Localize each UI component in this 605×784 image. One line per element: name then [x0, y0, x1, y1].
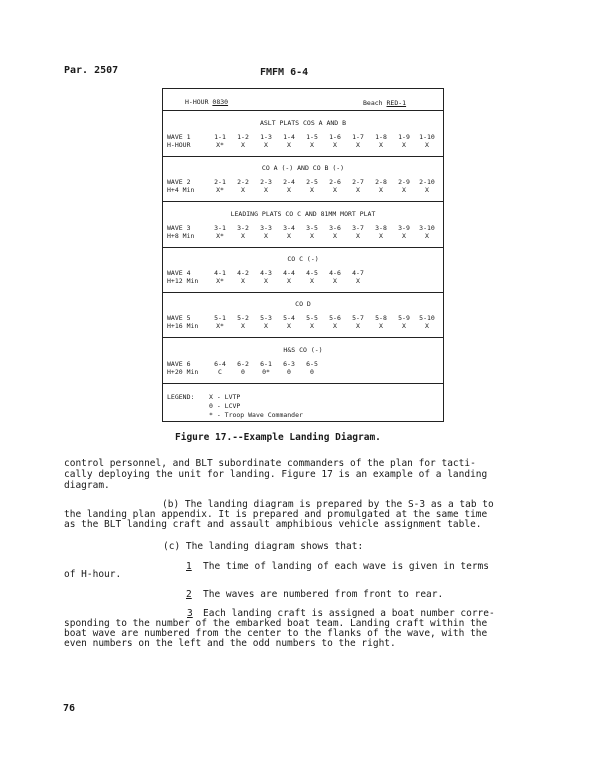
boat-number: 2-4 [283, 178, 295, 186]
boat-number: 3-8 [375, 224, 387, 232]
list-number: 1 [186, 561, 192, 572]
craft-type-mark: X [425, 186, 429, 194]
craft-type-mark: X [310, 186, 314, 194]
section-title: ASLT PLATS COS A AND B [259, 119, 347, 127]
craft-type-mark: 0 [287, 368, 291, 376]
craft-type-mark: X [402, 141, 406, 149]
legend-item-lvtp: X - LVTP [209, 393, 241, 401]
wave-time: H+16 Min [167, 322, 199, 330]
boat-number: 5-6 [329, 314, 341, 322]
craft-type-mark: X [356, 277, 360, 285]
craft-type-mark: X [287, 186, 291, 194]
boat-number: 4-7 [352, 269, 364, 277]
boat-number: 6-5 [306, 360, 318, 368]
boat-number: 1-7 [352, 133, 364, 141]
craft-type-mark: X [402, 232, 406, 240]
beach-label [363, 99, 406, 107]
boat-number: 2-8 [375, 178, 387, 186]
figure-caption: Figure 17.--Example Landing Diagram. [175, 432, 381, 443]
section-title: H&S CO (-) [283, 346, 323, 354]
beach-label-text: Beach [363, 99, 383, 107]
craft-type-mark: X [402, 186, 406, 194]
beach-value: RED-1 [386, 99, 407, 107]
boat-number: 5-2 [237, 314, 249, 322]
craft-type-mark: X [356, 186, 360, 194]
craft-type-mark: X [310, 322, 314, 330]
wave-number: WAVE 3 [167, 224, 191, 232]
craft-type-mark: X [425, 322, 429, 330]
divider [163, 292, 443, 293]
craft-type-mark: 0* [262, 368, 270, 376]
craft-type-mark: X [310, 232, 314, 240]
boat-number: 3-3 [260, 224, 272, 232]
boat-number: 2-6 [329, 178, 341, 186]
paragraph-line: (b) The landing diagram is prepared by the S-3 as a tab to [162, 499, 494, 510]
boat-number: 3-6 [329, 224, 341, 232]
divider [163, 201, 443, 202]
wave-number: WAVE 5 [167, 314, 191, 322]
craft-type-mark: X* [216, 186, 224, 194]
divider [163, 247, 443, 248]
boat-number: 4-2 [237, 269, 249, 277]
boat-number: 5-8 [375, 314, 387, 322]
divider [163, 110, 443, 111]
craft-type-mark: X [379, 232, 383, 240]
boat-number: 5-3 [260, 314, 272, 322]
craft-type-mark: X [264, 322, 268, 330]
boat-number: 6-3 [283, 360, 295, 368]
boat-number: 3-9 [398, 224, 410, 232]
boat-number: 3-1 [214, 224, 226, 232]
boat-number: 4-1 [214, 269, 226, 277]
list-item-text: even numbers on the left and the odd numbers to the right. [64, 638, 396, 649]
boat-number: 6-2 [237, 360, 249, 368]
section-title: CO C (-) [287, 255, 319, 263]
craft-type-mark: X [310, 277, 314, 285]
list-number: 2 [186, 589, 192, 600]
craft-type-mark: X [379, 322, 383, 330]
h-hour-label-text: H-HOUR [185, 98, 209, 106]
h-hour-value: 0830 [212, 98, 229, 106]
craft-type-mark: X [333, 186, 337, 194]
paragraph-line: control personnel, and BLT subordinate commanders of the plan for tacti- [64, 458, 476, 469]
boat-number: 2-10 [419, 178, 435, 186]
boat-number: 1-10 [419, 133, 435, 141]
craft-type-mark: X [241, 322, 245, 330]
page-number: 76 [63, 703, 76, 714]
craft-type-mark: X* [216, 141, 224, 149]
craft-type-mark: C [218, 368, 222, 376]
craft-type-mark: X [425, 232, 429, 240]
list-item-text: The waves are numbered from front to rear. [203, 589, 444, 600]
boat-number: 6-4 [214, 360, 226, 368]
boat-number: 4-3 [260, 269, 272, 277]
paragraph-reference: Par. 2507 [64, 65, 119, 76]
paragraph-line: cally deploying the unit for landing. Figure 17 is an example of a landing [64, 469, 488, 480]
wave-number: WAVE 2 [167, 178, 191, 186]
boat-number: 3-10 [419, 224, 435, 232]
boat-number: 4-5 [306, 269, 318, 277]
legend-item-lcvp: 0 - LCVP [209, 402, 241, 410]
list-item-text: of H-hour. [64, 569, 122, 580]
legend-label: LEGEND: [167, 393, 195, 401]
boat-number: 2-9 [398, 178, 410, 186]
craft-type-mark: X [264, 186, 268, 194]
craft-type-mark: X [241, 141, 245, 149]
legend-item-commander: * - Troop Wave Commander [209, 411, 303, 419]
craft-type-mark: X [287, 322, 291, 330]
wave-number: WAVE 4 [167, 269, 191, 277]
craft-type-mark: X [379, 141, 383, 149]
boat-number: 3-5 [306, 224, 318, 232]
craft-type-mark: X [402, 322, 406, 330]
wave-number: WAVE 6 [167, 360, 191, 368]
wave-time: H+8 Min [167, 232, 195, 240]
craft-type-mark: X [264, 277, 268, 285]
paragraph-line: the landing plan appendix. It is prepared and promulgated at the same time [64, 509, 488, 520]
boat-number: 1-4 [283, 133, 295, 141]
craft-type-mark: X [356, 232, 360, 240]
craft-type-mark: X* [216, 232, 224, 240]
boat-number: 1-2 [237, 133, 249, 141]
manual-number: FMFM 6-4 [260, 67, 309, 78]
craft-type-mark: X [264, 232, 268, 240]
boat-number: 5-7 [352, 314, 364, 322]
boat-number: 1-1 [214, 133, 226, 141]
h-hour-label [185, 98, 228, 106]
boat-number: 5-9 [398, 314, 410, 322]
section-title: CO D [295, 300, 311, 308]
craft-type-mark: X [356, 141, 360, 149]
boat-number: 5-10 [419, 314, 435, 322]
craft-type-mark: X [287, 232, 291, 240]
boat-number: 1-9 [398, 133, 410, 141]
craft-type-mark: X [425, 141, 429, 149]
craft-type-mark: X [379, 186, 383, 194]
boat-number: 3-2 [237, 224, 249, 232]
boat-number: 6-1 [260, 360, 272, 368]
craft-type-mark: X [333, 141, 337, 149]
list-item-text: The time of landing of each wave is given in terms [203, 561, 489, 572]
craft-type-mark: X [287, 277, 291, 285]
boat-number: 4-4 [283, 269, 295, 277]
wave-time: H+20 Min [167, 368, 199, 376]
boat-number: 5-1 [214, 314, 226, 322]
boat-number: 1-3 [260, 133, 272, 141]
boat-number: 2-1 [214, 178, 226, 186]
wave-time: H+12 Min [167, 277, 199, 285]
list-number: 3 [187, 608, 193, 619]
boat-number: 5-5 [306, 314, 318, 322]
craft-type-mark: 0 [310, 368, 314, 376]
boat-number: 2-2 [237, 178, 249, 186]
divider [163, 337, 443, 338]
craft-type-mark: X [356, 322, 360, 330]
boat-number: 2-5 [306, 178, 318, 186]
boat-number: 1-8 [375, 133, 387, 141]
paragraph-line: diagram. [64, 480, 110, 491]
divider [163, 156, 443, 157]
list-item-text: sponding to the number of the embarked boat team. Landing craft within the [64, 618, 488, 629]
section-title: LEADING PLATS CO C AND 81MM MORT PLAT [230, 210, 376, 218]
craft-type-mark: X* [216, 322, 224, 330]
boat-number: 2-7 [352, 178, 364, 186]
boat-number: 4-6 [329, 269, 341, 277]
craft-type-mark: 0 [241, 368, 245, 376]
list-item-text: Each landing craft is assigned a boat number corre- [203, 608, 495, 619]
craft-type-mark: X [310, 141, 314, 149]
section-title: CO A (-) AND CO B (-) [261, 164, 345, 172]
craft-type-mark: X [333, 232, 337, 240]
boat-number: 1-6 [329, 133, 341, 141]
divider [163, 383, 443, 384]
craft-type-mark: X [333, 277, 337, 285]
boat-number: 3-4 [283, 224, 295, 232]
wave-time: H-HOUR [167, 141, 191, 149]
list-item-text: boat wave are numbered from the center to the flanks of the wave, with the [64, 628, 488, 639]
landing-diagram [162, 88, 444, 422]
craft-type-mark: X [241, 277, 245, 285]
wave-time: H+4 Min [167, 186, 195, 194]
craft-type-mark: X [264, 141, 268, 149]
wave-number: WAVE 1 [167, 133, 191, 141]
craft-type-mark: X* [216, 277, 224, 285]
boat-number: 3-7 [352, 224, 364, 232]
boat-number: 2-3 [260, 178, 272, 186]
boat-number: 5-4 [283, 314, 295, 322]
craft-type-mark: X [333, 322, 337, 330]
paragraph-line: as the BLT landing craft and assault amphibious vehicle assignment table. [64, 519, 482, 530]
paragraph-line: (c) The landing diagram shows that: [163, 541, 364, 552]
craft-type-mark: X [241, 232, 245, 240]
craft-type-mark: X [287, 141, 291, 149]
boat-number: 1-5 [306, 133, 318, 141]
craft-type-mark: X [241, 186, 245, 194]
